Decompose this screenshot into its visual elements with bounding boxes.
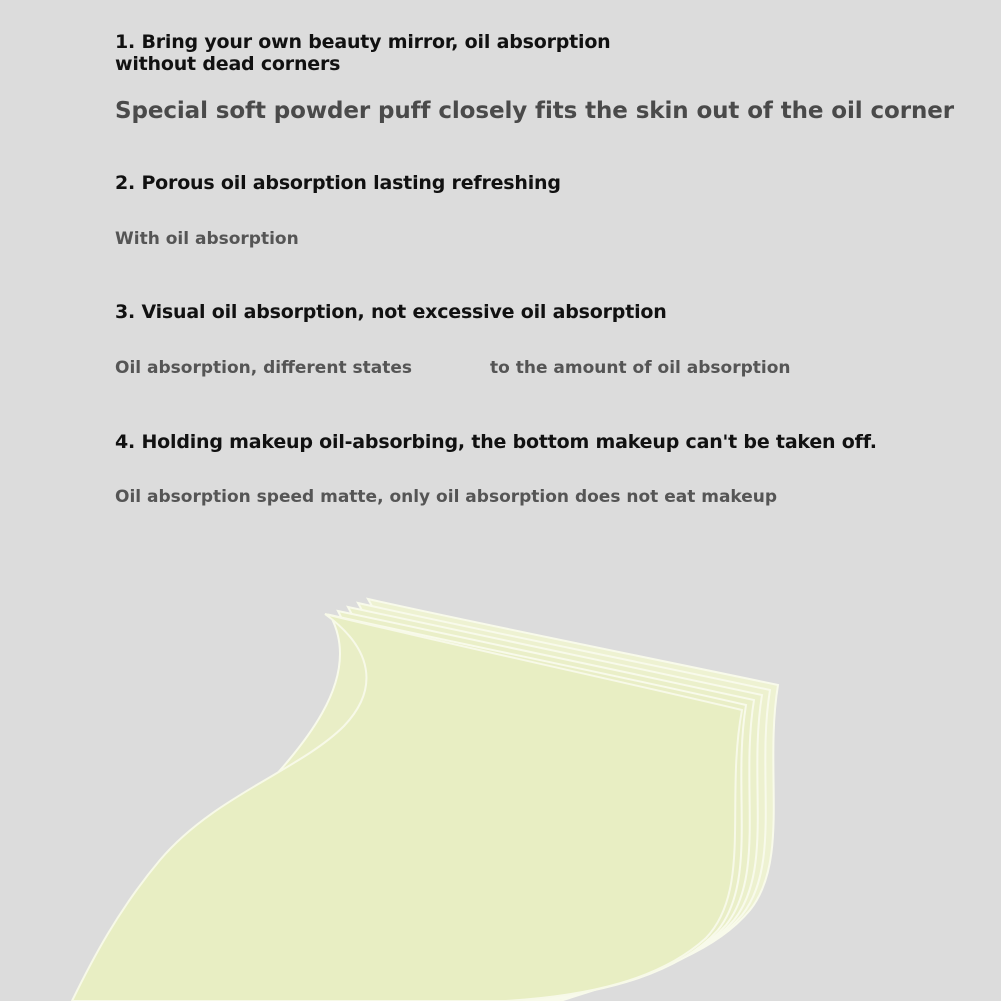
feature-3-description-left: Oil absorption, different states [115, 358, 412, 378]
feature-1-heading-line-2: without dead corners [115, 53, 341, 75]
feature-4-description: Oil absorption speed matte, only oil absorption does not eat makeup [115, 487, 778, 507]
feature-1-heading [115, 31, 611, 75]
oil-blotting-sheets-illustration [0, 560, 1001, 1001]
feature-2-heading: 2. Porous oil absorption lasting refreshing [115, 172, 561, 194]
feature-1-subtitle: Special soft powder puff closely fits the skin out of the oil corner [115, 98, 954, 124]
feature-2-description: With oil absorption [115, 229, 299, 249]
sheet-stack [72, 599, 778, 1001]
feature-3-heading: 3. Visual oil absorption, not excessive oil absorption [115, 301, 667, 323]
feature-3-description-right: to the amount of oil absorption [490, 358, 791, 378]
feature-1-heading-line-1: 1. Bring your own beauty mirror, oil absorption [115, 31, 611, 53]
feature-4-heading: 4. Holding makeup oil-absorbing, the bottom makeup can't be taken off. [115, 431, 877, 453]
